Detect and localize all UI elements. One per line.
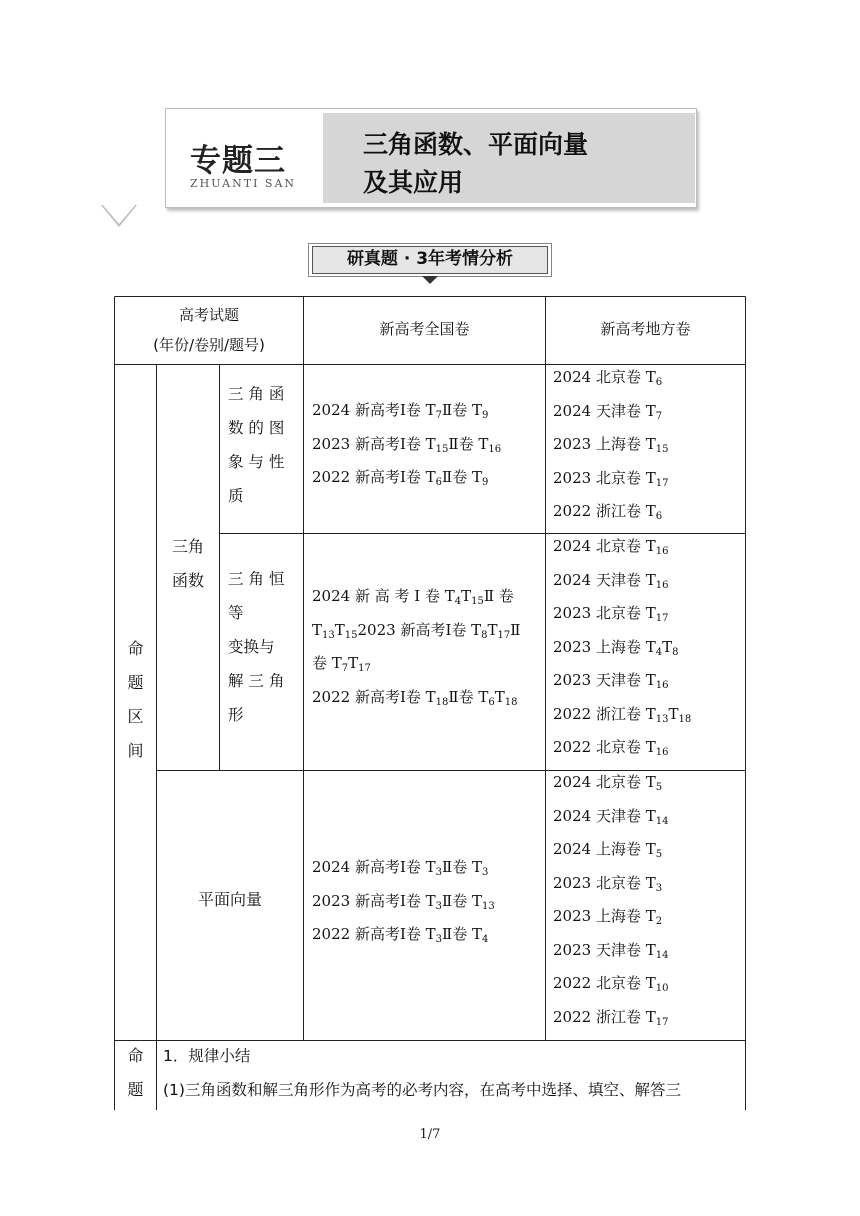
list-item: 2022 北京卷 $T_{16}$ <box>553 738 669 758</box>
list-item: 2022 浙江卷 $T_{17}$ <box>553 1007 669 1028</box>
list-item: 2024 北京卷 $T_5$ <box>553 773 663 793</box>
row3-topic: 平面向量 <box>197 890 262 909</box>
topic-title-block <box>323 113 695 203</box>
header-col2: 新高考全国卷 <box>379 320 470 338</box>
list-item: 2024 上海卷 $T_5$ <box>553 840 663 860</box>
row3-national <box>312 851 544 952</box>
header-col1-line2: (年份/卷别/题号) <box>153 336 265 354</box>
section-tab: 研真题 · 3年考情分析 <box>312 246 548 274</box>
topic-label: 专题三 <box>190 143 286 179</box>
list-item: 2023 北京卷 $T_{17}$ <box>553 604 669 624</box>
row3-local <box>553 766 743 1034</box>
bottom-paragraph: (1)三角函数和解三角形作为高考的必考内容，在高考中选择、填空、解答三 <box>163 1081 681 1099</box>
list-item: 2022 新高考Ⅰ卷 $T_6Ⅱ$卷 $T_9$ <box>312 468 489 488</box>
header-col1-line1: 高考试题 <box>178 306 239 324</box>
list-item: 2023 上海卷 $T_2$ <box>553 907 663 927</box>
topic-title-line1: 三角函数、平面向量 <box>363 130 589 159</box>
bottom-content <box>163 1039 743 1107</box>
list-item: 2023 新高考Ⅰ卷 $T_{15}Ⅱ$卷 $T_{16}$ <box>312 434 502 455</box>
banner-pointer-inner <box>102 204 136 224</box>
list-item: 2023 上海卷 $T_{15}$ <box>553 435 669 455</box>
list-item: 2023 天津卷 $T_{16}$ <box>553 671 669 691</box>
page-number: 1/7 <box>419 1127 441 1142</box>
row1-national <box>312 394 544 495</box>
list-item: 2022 北京卷 $T_{10}$ <box>553 974 669 994</box>
list-item: 2023 上海卷 $T_4T_8$ <box>553 637 679 658</box>
list-item: 2024 新高考Ⅰ卷 $T_3Ⅱ$卷 $T_3$ <box>312 858 489 878</box>
header-col3: 新高考地方卷 <box>600 320 691 338</box>
row2-local <box>553 530 743 765</box>
list-item: 2024 北京卷 $T_{16}$ <box>553 537 669 557</box>
group-label: 命 题 区 间 <box>127 639 144 760</box>
list-item: 2022 浙江卷 $T_6$ <box>553 502 663 522</box>
list-item: 2022 浙江卷 $T_{13}T_{18}$ <box>553 704 692 725</box>
bottom-label: 命 题 <box>127 1046 144 1099</box>
topic-title-line2: 及其应用 <box>363 168 464 197</box>
list-item: 2023 北京卷 $T_{17}$ <box>553 468 669 489</box>
bottom-heading: 1．规律小结 <box>163 1047 251 1065</box>
list-item: 2023 新高考Ⅰ卷 $T_3Ⅱ$卷 $T_{13}$ <box>312 891 495 912</box>
list-item: 2024 新 高 考 Ⅰ 卷 $T_4T_{15}Ⅱ$ 卷 <box>312 587 514 607</box>
list-item: 2024 新高考Ⅰ卷 $T_7Ⅱ$卷 $T_9$ <box>312 401 489 421</box>
list-item: 2024 天津卷 $T_{16}$ <box>553 570 669 591</box>
trig-label: 三角 函数 <box>171 537 204 590</box>
list-item: $T_{13}T_{15}2023$ 新高考Ⅰ卷 $T_8T_{17}Ⅱ$ <box>312 620 521 641</box>
list-item: 2023 天津卷 $T_{14}$ <box>553 940 669 961</box>
row2-national <box>312 580 544 714</box>
topic-pinyin: ZHUANTI SAN <box>190 177 297 190</box>
topic-banner <box>165 108 697 208</box>
topic-label-block <box>166 109 323 207</box>
row1-topic: 三 角 函 数 的 图 象 与 性 质 <box>228 385 285 505</box>
row1-local <box>553 361 743 529</box>
section-tab-arrow <box>422 276 438 284</box>
list-item: 2024 天津卷 $T_7$ <box>553 401 663 422</box>
list-item: 2022 新高考Ⅰ卷 $T_3Ⅱ$卷 $T_4$ <box>312 925 489 945</box>
header-col1 <box>115 297 303 364</box>
list-item: 2023 北京卷 $T_3$ <box>553 873 663 894</box>
list-item: 卷 $T_7T_{17}$ <box>312 654 371 674</box>
list-item: 2024 北京卷 $T_6$ <box>553 368 663 388</box>
row2-topic: 三 角 恒 等 变换与 解 三 角 形 <box>228 570 285 724</box>
list-item: 2022 新高考Ⅰ卷 $T_{18}Ⅱ$卷 $T_6T_{18}$ <box>312 687 518 708</box>
list-item: 2024 天津卷 $T_{14}$ <box>553 806 669 827</box>
